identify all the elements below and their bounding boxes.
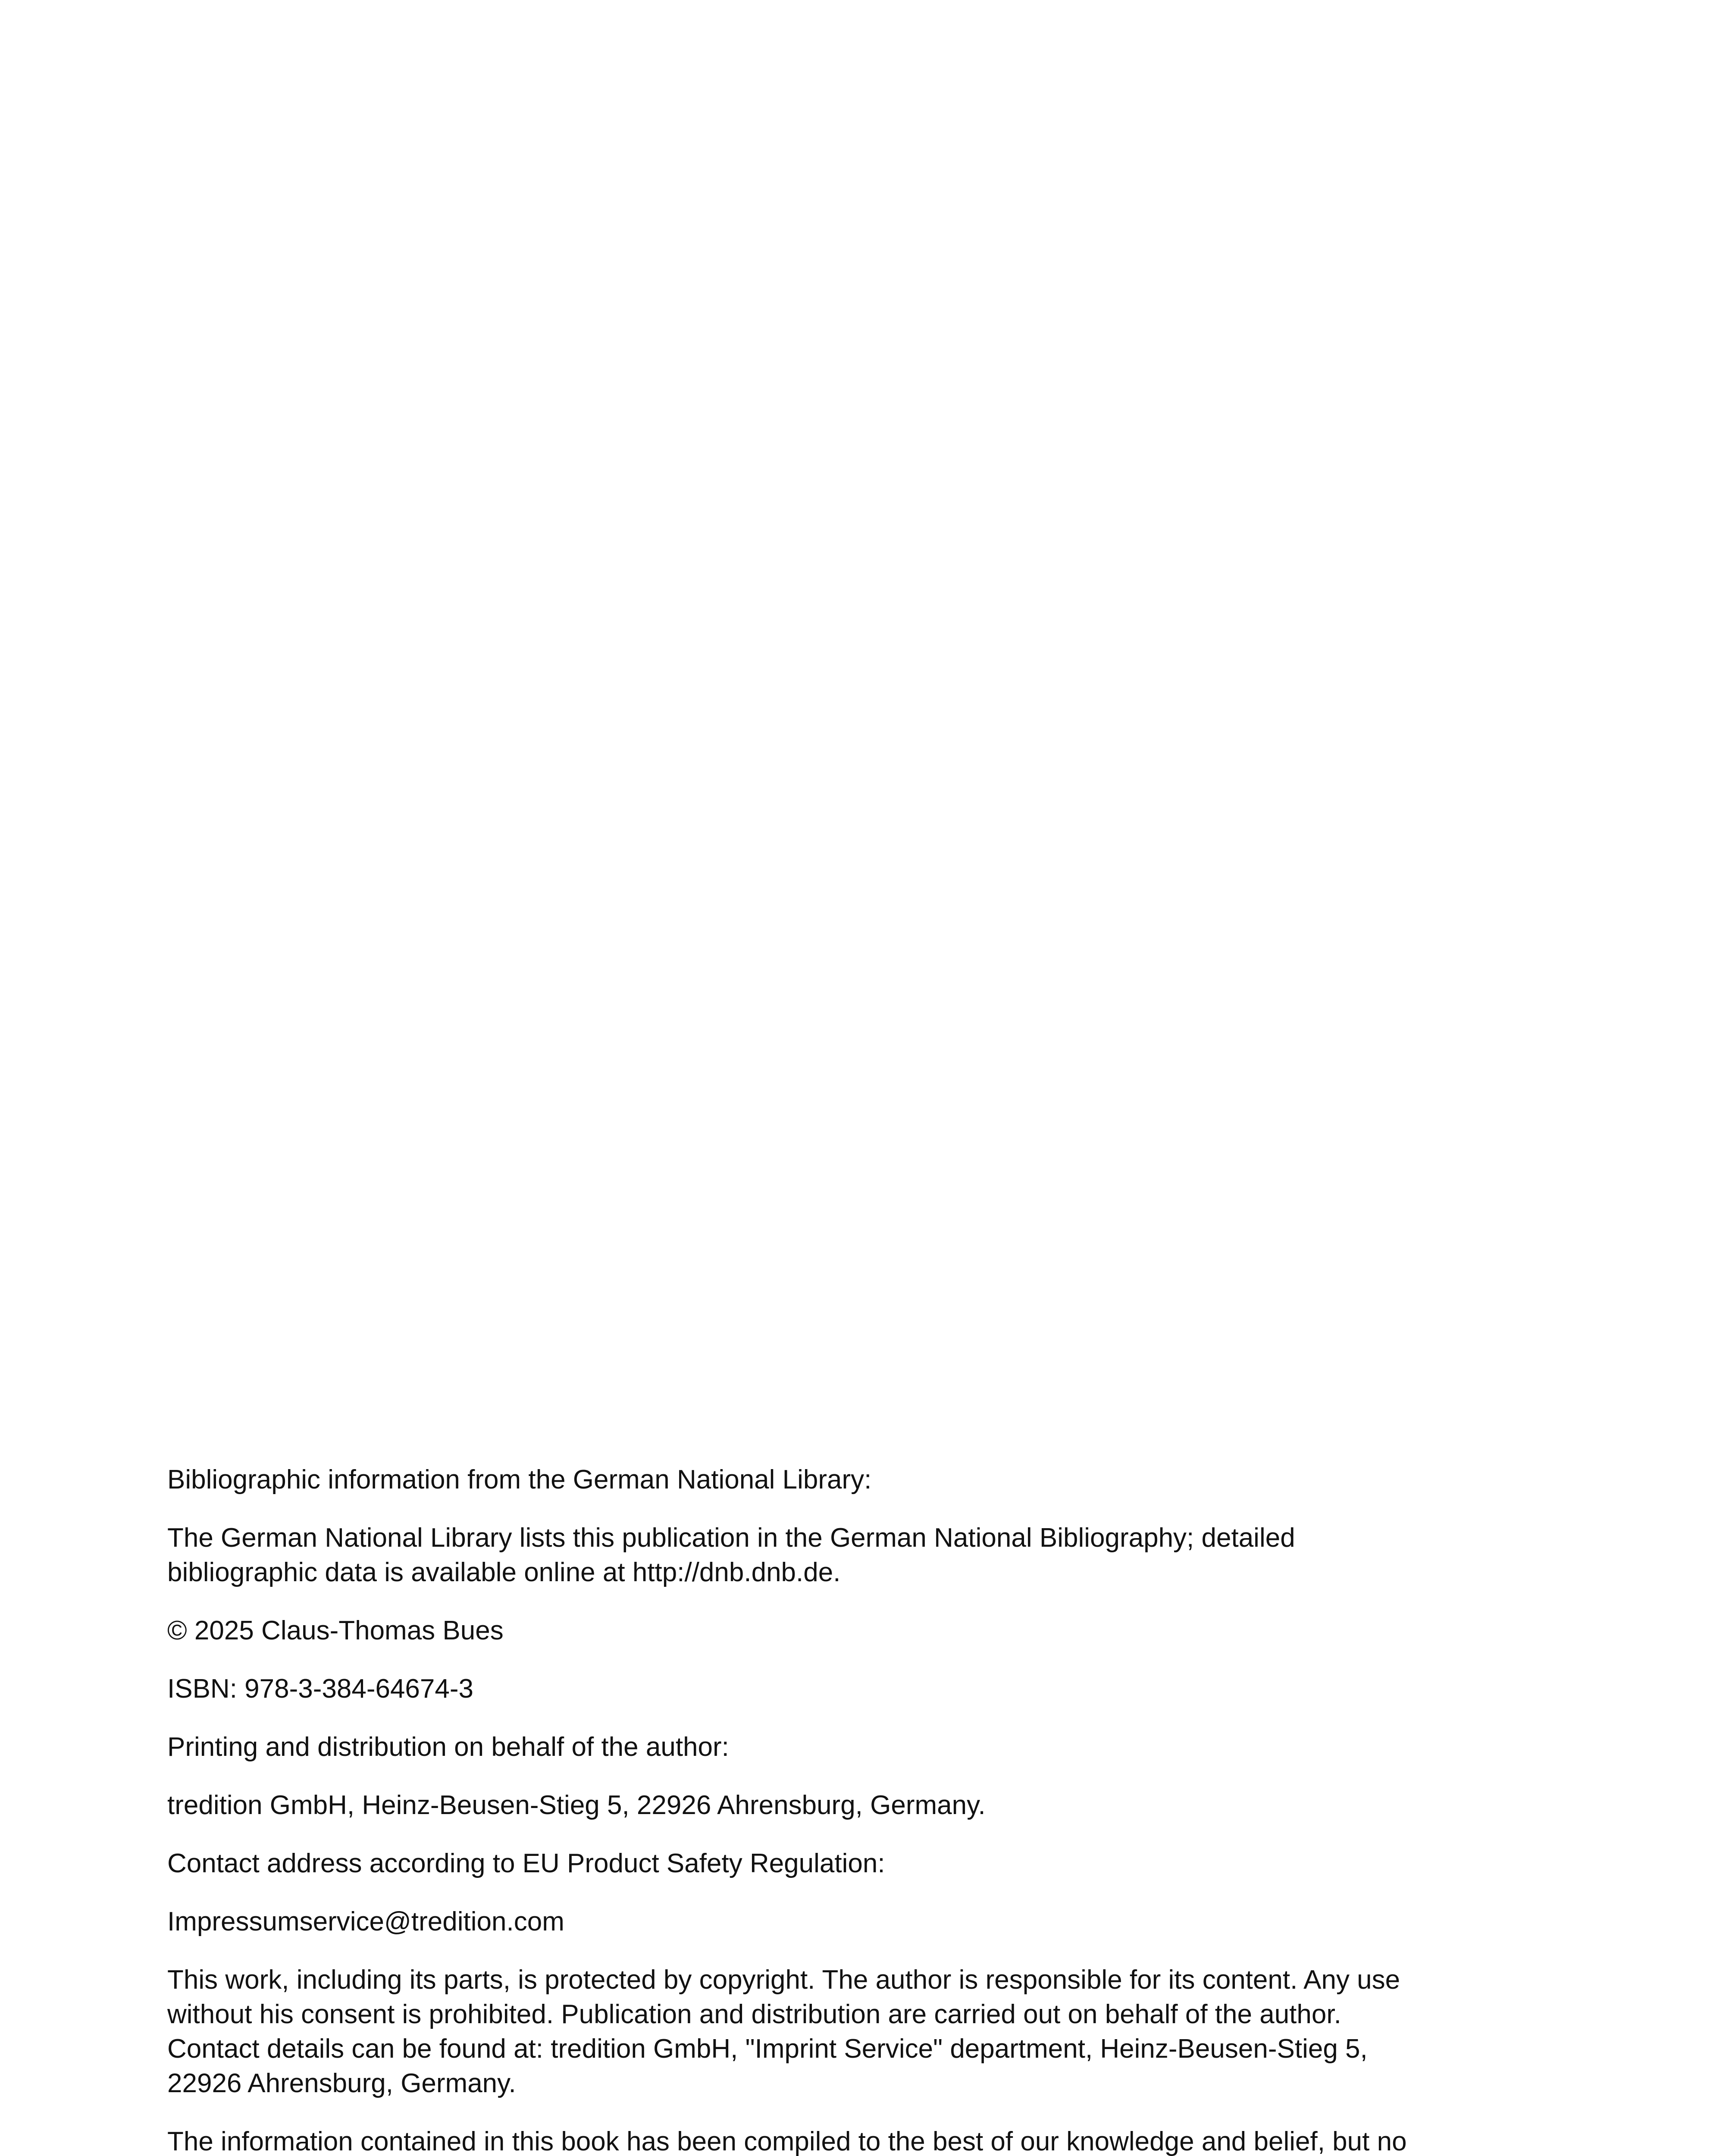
copyright-notice: This work, including its parts, is protected by copyright. The author is responsible for its content. Any use without his consent is prohibited. Publication and distribution are carried out on behalf of the author. Contact details can be found at: tredition GmbH, "Imprint Service" department, Heinz-Beusen-Stieg 5, 22926 Ahrensburg, Germany.: [167, 1965, 1400, 2098]
contact-heading: Contact address according to EU Product Safety Regulation:: [167, 1849, 885, 1878]
printing-heading: Printing and distribution on behalf of the author:: [167, 1732, 729, 1762]
liability-notice: The information contained in this book has been compiled to the best of our knowledge and belief, but no: [167, 2127, 1407, 2156]
isbn-line: ISBN: 978-3-384-64674-3: [167, 1674, 474, 1704]
publisher-address: tredition GmbH, Heinz-Beusen-Stieg 5, 22926 Ahrensburg, Germany.: [167, 1790, 986, 1820]
copyright-line: © 2025 Claus-Thomas Bues: [167, 1616, 504, 1645]
bibliographic-text: The German National Library lists this publication in the German National Bibliography; detailed bibliographic data is available online at http://dnb.dnb.de.: [167, 1523, 1295, 1587]
contact-email: Impressumservice@tredition.com: [167, 1907, 564, 1937]
bibliographic-heading: Bibliographic information from the German National Library:: [167, 1465, 872, 1495]
imprint-block: [167, 1463, 1495, 2156]
